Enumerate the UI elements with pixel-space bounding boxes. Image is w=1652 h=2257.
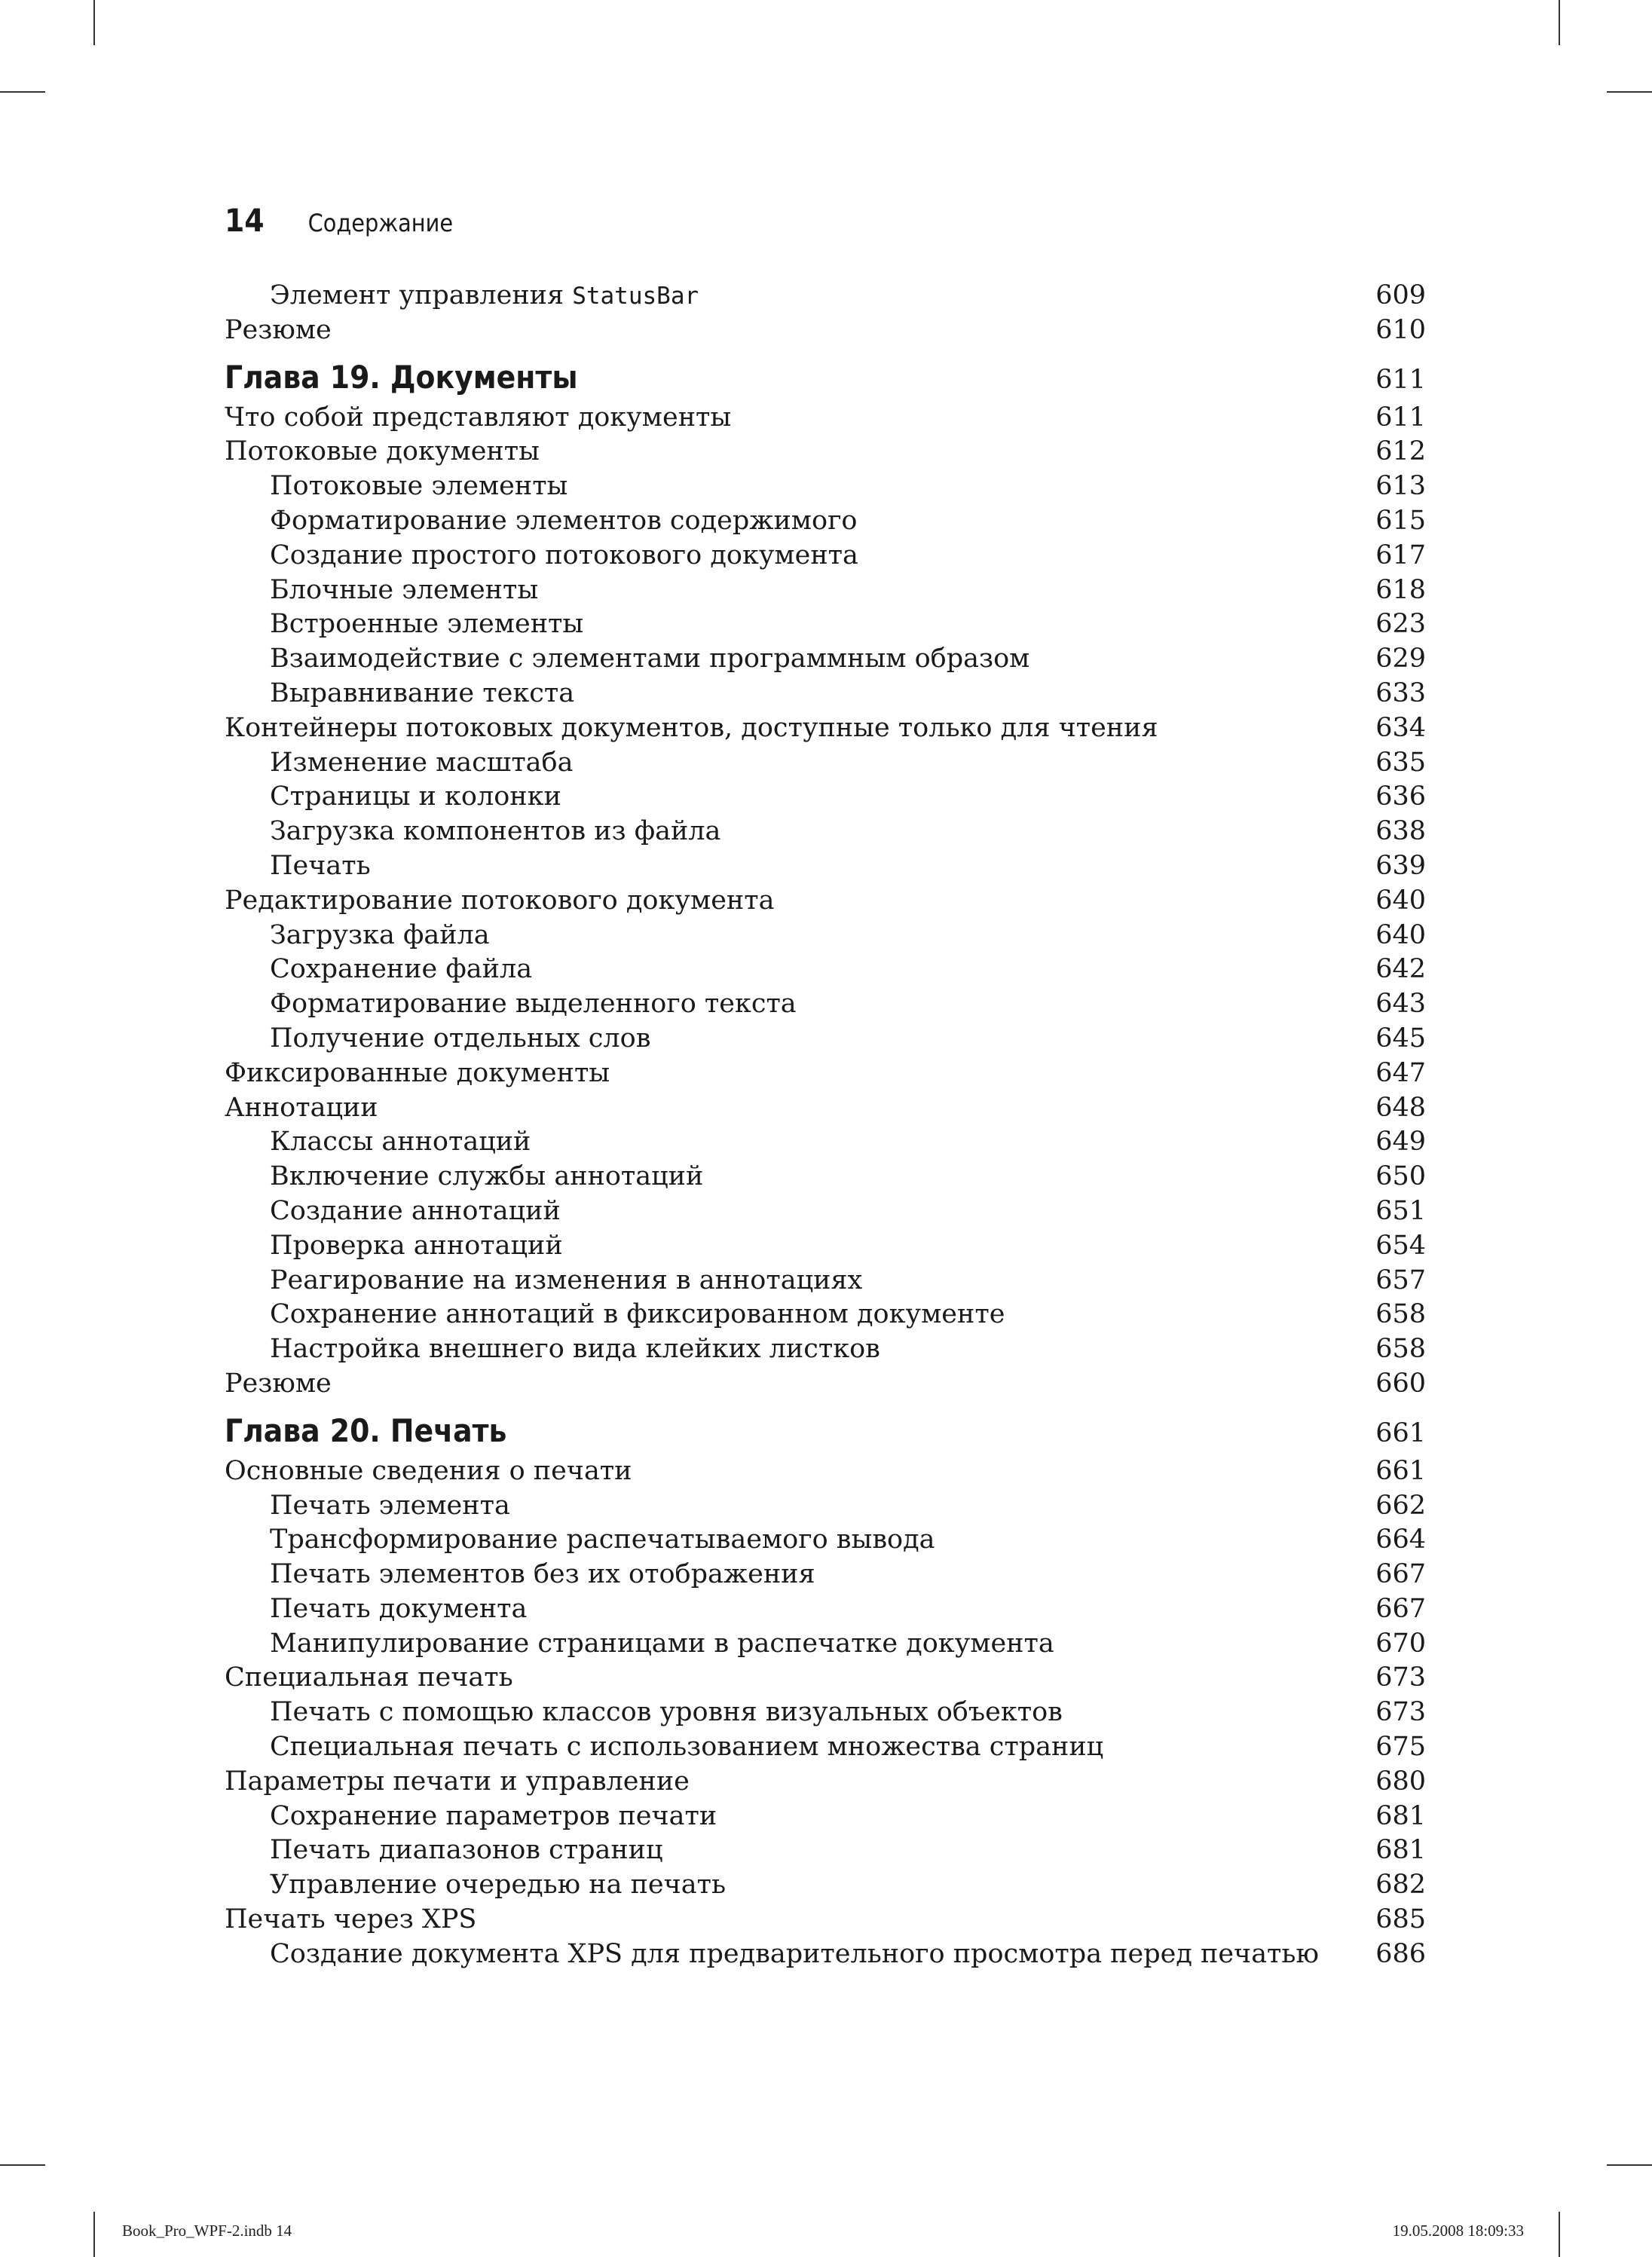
toc-entry xyxy=(225,315,1426,350)
toc-entry-page: 647 xyxy=(1375,1057,1426,1088)
toc-entry xyxy=(225,1662,1426,1697)
toc-entry-title: Блочные элементы xyxy=(270,574,539,605)
toc-entry-title: Резюме xyxy=(225,1368,332,1399)
toc-entry-title: Печать диапазонов страниц xyxy=(270,1835,663,1866)
toc-entry-title: Проверка аннотаций xyxy=(270,1230,563,1261)
toc-entry-page: 660 xyxy=(1375,1368,1426,1399)
crop-mark xyxy=(1559,0,1560,45)
toc-entry-title: Элемент управления StatusBar xyxy=(270,280,699,310)
toc-entry-code: StatusBar xyxy=(572,283,699,310)
toc-entry-title: Специальная печать xyxy=(225,1662,513,1693)
toc-entry-page: 633 xyxy=(1375,677,1426,708)
toc-entry-title: Потоковые элементы xyxy=(270,471,568,502)
toc-entry-page: 609 xyxy=(1375,280,1426,310)
toc-entry xyxy=(225,1334,1426,1369)
toc-entry-title: Загрузка файла xyxy=(270,919,490,950)
toc-entry xyxy=(225,1058,1426,1093)
toc-entry-page: 629 xyxy=(1375,644,1426,674)
toc-entry xyxy=(225,1127,1426,1161)
toc-entry xyxy=(225,506,1426,540)
toc-entry-title: Печать документа xyxy=(270,1593,528,1624)
toc-entry-page: 667 xyxy=(1375,1593,1426,1624)
toc-entry xyxy=(225,713,1426,748)
toc-entry-title: Аннотации xyxy=(225,1092,378,1123)
toc-entry-page: 658 xyxy=(1375,1299,1426,1330)
toc-entry xyxy=(225,540,1426,575)
table-of-contents xyxy=(225,280,1426,1974)
toc-chapter-entry xyxy=(225,359,1426,402)
toc-entry-title: Реагирование на изменения в аннотациях xyxy=(270,1265,863,1295)
toc-entry-page: 680 xyxy=(1375,1766,1426,1797)
toc-entry-page: 661 xyxy=(1375,1418,1426,1448)
toc-entry-title: Основные сведения о печати xyxy=(225,1455,632,1486)
toc-entry xyxy=(225,920,1426,955)
toc-entry-title: Управление очередью на печать xyxy=(270,1870,727,1901)
toc-entry-title: Печать элемента xyxy=(270,1490,510,1521)
toc-entry xyxy=(225,954,1426,989)
toc-entry-title: Встроенные элементы xyxy=(270,609,584,640)
toc-entry-page: 681 xyxy=(1375,1800,1426,1831)
toc-entry-page: 650 xyxy=(1375,1161,1426,1192)
toc-entry-title: Глава 19. Документы xyxy=(225,358,578,396)
toc-entry-title: Печать xyxy=(270,850,371,881)
toc-entry-page: 618 xyxy=(1375,574,1426,605)
toc-entry xyxy=(225,885,1426,920)
toc-entry xyxy=(225,1559,1426,1594)
crop-mark xyxy=(1559,2212,1560,2257)
toc-entry-page: 658 xyxy=(1375,1334,1426,1365)
footer-timestamp: 19.05.2008 18:09:33 xyxy=(1392,2222,1524,2240)
toc-entry-page: 634 xyxy=(1375,712,1426,743)
toc-entry xyxy=(225,851,1426,885)
toc-entry-title: Манипулирование страницами в распечатке документа xyxy=(270,1628,1054,1659)
toc-entry-title: Страницы и колонки xyxy=(270,781,561,812)
toc-entry xyxy=(225,1904,1426,1939)
toc-entry xyxy=(225,781,1426,816)
toc-entry xyxy=(225,748,1426,782)
toc-entry xyxy=(225,1093,1426,1127)
toc-entry-page: 662 xyxy=(1375,1490,1426,1521)
toc-entry-page: 615 xyxy=(1375,505,1426,536)
toc-entry-title: Печать с помощью классов уровня визуальных объектов xyxy=(270,1697,1063,1728)
toc-entry-page: 611 xyxy=(1375,364,1426,395)
toc-entry-page: 640 xyxy=(1375,919,1426,950)
toc-entry xyxy=(225,609,1426,644)
toc-entry-title: Редактирование потокового документа xyxy=(225,885,775,916)
toc-entry-page: 651 xyxy=(1375,1195,1426,1226)
toc-entry-page: 670 xyxy=(1375,1628,1426,1659)
toc-entry-title: Трансформирование распечатываемого вывода xyxy=(270,1525,935,1555)
toc-entry xyxy=(225,1697,1426,1732)
toc-entry-page: 610 xyxy=(1375,314,1426,345)
toc-entry xyxy=(225,1629,1426,1663)
toc-entry-page: 675 xyxy=(1375,1732,1426,1763)
toc-entry-title: Глава 20. Печать xyxy=(225,1411,507,1449)
toc-entry-page: 640 xyxy=(1375,885,1426,916)
toc-entry-page: 673 xyxy=(1375,1662,1426,1693)
running-title: Содержание xyxy=(307,209,454,237)
toc-entry-title: Потоковые документы xyxy=(225,436,540,467)
toc-entry-title: Изменение масштаба xyxy=(270,747,574,778)
footer-file-info: Book_Pro_WPF-2.indb 14 xyxy=(122,2222,292,2240)
toc-entry-page: 673 xyxy=(1375,1697,1426,1728)
toc-entry xyxy=(225,816,1426,851)
toc-entry xyxy=(225,1196,1426,1231)
toc-entry-page: 681 xyxy=(1375,1835,1426,1866)
toc-entry-title: Создание простого потокового документа xyxy=(270,540,858,570)
crop-mark xyxy=(93,0,95,45)
toc-entry-title: Форматирование выделенного текста xyxy=(270,989,797,1020)
toc-entry-title: Создание аннотаций xyxy=(270,1195,561,1226)
toc-entry xyxy=(225,678,1426,713)
toc-entry-title: Печать элементов без их отображения xyxy=(270,1559,815,1590)
crop-mark xyxy=(1607,91,1652,93)
toc-entry xyxy=(225,1231,1426,1265)
toc-entry-title: Классы аннотаций xyxy=(270,1127,531,1158)
toc-entry-page: 648 xyxy=(1375,1092,1426,1123)
toc-entry xyxy=(225,1299,1426,1334)
crop-mark xyxy=(0,2164,45,2166)
toc-entry-title: Специальная печать с использованием множества страниц xyxy=(270,1732,1104,1763)
toc-entry-page: 682 xyxy=(1375,1870,1426,1901)
toc-entry xyxy=(225,1525,1426,1559)
toc-entry-title: Сохранение аннотаций в фиксированном документе xyxy=(270,1299,1005,1330)
toc-entry xyxy=(225,280,1426,315)
toc-entry-page: 645 xyxy=(1375,1023,1426,1054)
toc-chapter-entry xyxy=(225,1412,1426,1456)
toc-entry-title: Получение отдельных слов xyxy=(270,1023,651,1054)
toc-entry-title: Создание документа XPS для предварительного просмотра перед печатью xyxy=(270,1938,1319,1969)
toc-entry xyxy=(225,471,1426,506)
crop-mark xyxy=(1607,2164,1652,2166)
toc-entry-page: 649 xyxy=(1375,1127,1426,1158)
toc-entry-page: 638 xyxy=(1375,816,1426,847)
toc-entry-page: 643 xyxy=(1375,989,1426,1020)
toc-entry-page: 642 xyxy=(1375,954,1426,985)
toc-entry-page: 686 xyxy=(1375,1938,1426,1969)
toc-entry-page: 639 xyxy=(1375,850,1426,881)
toc-entry-title: Включение службы аннотаций xyxy=(270,1161,704,1192)
toc-entry-title: Что собой представляют документы xyxy=(225,402,732,433)
toc-entry xyxy=(225,1939,1426,1974)
toc-entry xyxy=(225,1594,1426,1629)
toc-entry-title: Резюме xyxy=(225,314,332,345)
toc-entry-page: 661 xyxy=(1375,1455,1426,1486)
toc-entry-title: Контейнеры потоковых документов, доступные только для чтения xyxy=(225,712,1158,743)
toc-entry-title: Сохранение файла xyxy=(270,954,533,985)
toc-entry xyxy=(225,1265,1426,1300)
toc-entry-title: Взаимодействие с элементами программным образом xyxy=(270,644,1030,674)
toc-entry-title: Загрузка компонентов из файла xyxy=(270,816,721,847)
toc-entry-page: 654 xyxy=(1375,1230,1426,1261)
toc-entry xyxy=(225,1801,1426,1836)
toc-entry xyxy=(225,1161,1426,1196)
toc-entry-page: 611 xyxy=(1375,402,1426,433)
toc-entry-page: 657 xyxy=(1375,1265,1426,1295)
toc-entry xyxy=(225,1870,1426,1904)
toc-entry-title: Сохранение параметров печати xyxy=(270,1800,717,1831)
toc-entry xyxy=(225,575,1426,610)
toc-entry-title: Параметры печати и управление xyxy=(225,1766,690,1797)
page-number: 14 xyxy=(225,202,265,239)
toc-entry-title: Форматирование элементов содержимого xyxy=(270,505,858,536)
toc-entry-title: Печать через XPS xyxy=(225,1904,477,1935)
toc-entry-page: 635 xyxy=(1375,747,1426,778)
toc-entry-page: 667 xyxy=(1375,1559,1426,1590)
toc-entry xyxy=(225,644,1426,678)
toc-entry-page: 664 xyxy=(1375,1525,1426,1555)
toc-entry xyxy=(225,1369,1426,1403)
toc-entry-page: 623 xyxy=(1375,609,1426,640)
crop-mark xyxy=(0,91,45,93)
toc-entry-page: 636 xyxy=(1375,781,1426,812)
running-header xyxy=(225,202,453,247)
toc-entry xyxy=(225,1023,1426,1058)
toc-entry xyxy=(225,402,1426,437)
toc-entry xyxy=(225,1456,1426,1491)
toc-entry xyxy=(225,1491,1426,1525)
toc-entry-title: Фиксированные документы xyxy=(225,1057,610,1088)
toc-entry xyxy=(225,1835,1426,1870)
toc-entry xyxy=(225,436,1426,471)
crop-mark xyxy=(93,2212,95,2257)
toc-entry xyxy=(225,1732,1426,1766)
toc-entry xyxy=(225,989,1426,1023)
toc-entry-title: Выравнивание текста xyxy=(270,677,575,708)
toc-entry-page: 617 xyxy=(1375,540,1426,570)
toc-entry-page: 685 xyxy=(1375,1904,1426,1935)
toc-entry xyxy=(225,1766,1426,1801)
toc-entry-title: Настройка внешнего вида клейких листков xyxy=(270,1334,880,1365)
toc-entry-page: 612 xyxy=(1375,436,1426,467)
toc-entry-page: 613 xyxy=(1375,471,1426,502)
